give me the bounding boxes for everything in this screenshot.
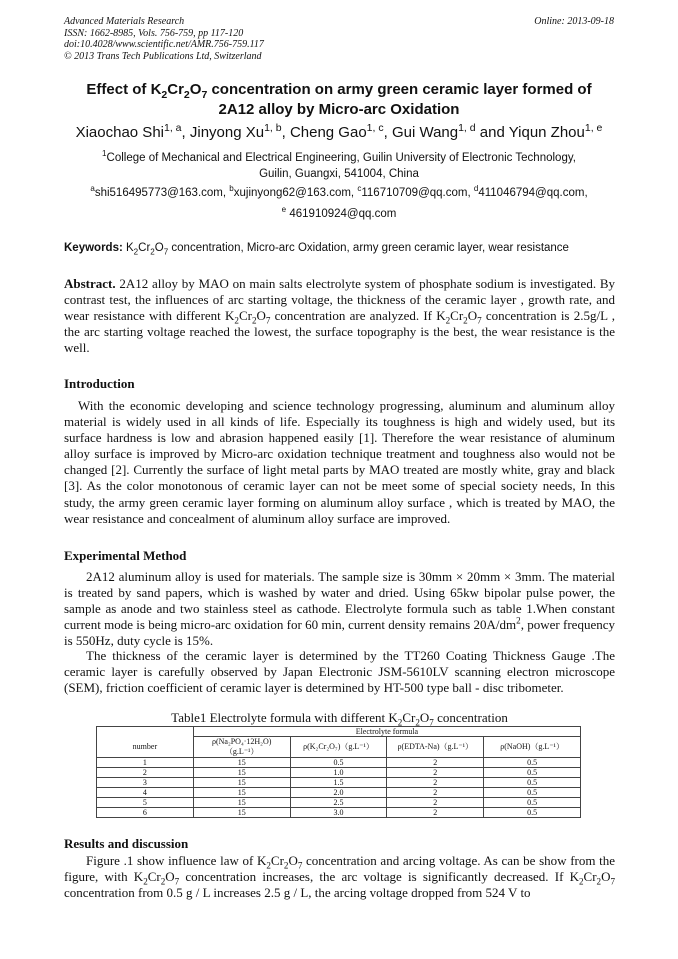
experimental-text-1: 2A12 aluminum alloy is used for materials. The sample size is 30mm × 20mm × 3mm. The material is treated by sand papers, which is washed by water and dried. Using 65kw bipolar pulse power, the sample as anode and two stainless steel as cathode. Electrolyte formula such as table 1.When constant current mode is being micro-arc oxidation for 60 min, current density remains $20A/dm^2$, power frequency is 550Hz, duty cycle is 15%. xyxy=(64,569,615,649)
experimental-text-2: The thickness of the ceramic layer is determined by the TT260 Coating Thickness Gauge .The ceramic layer is carefully observed by Japan Electronic JSM-5610LV scanning electron microscope (SEM), friction coefficient of ceramic layer is determined by HT-500 type ball - disc tribometer. xyxy=(64,648,615,696)
section-heading-experimental: Experimental Method xyxy=(64,548,187,563)
table-row: 6 15 3.0 2 0.5 xyxy=(97,808,581,818)
table-header-k2cr2o7: ρ(K₂Cr₂O₇)（g.L⁻¹） xyxy=(290,737,387,758)
emails: $^a$shi516495773@163.com, $^b$xujinyong62@163.com, $^c$116710709@qq.com, $^d$411046794@qq.com, $^e$ 461910924@qq.com xyxy=(90,184,588,220)
table-row: 1 15 0.5 2 0.5 xyxy=(97,758,581,768)
author: Xiaochao Shi xyxy=(75,124,164,141)
email-e[interactable]: 461910924@qq.com xyxy=(289,208,397,220)
table-group-header: Electrolyte formula xyxy=(193,727,580,737)
results-text: Figure .1 show influence law of $K_2Cr_2O_7$ concentration and arcing voltage. As can be show from the figure, with $K_2Cr_2O_7$ concentration increases, the arc voltage is significantly decreased. If $K_2Cr_2O_7$ concentration from 0.5 g / L increases 2.5 g / L, the arcing voltage dropped from 524 V to xyxy=(64,853,616,901)
table-row: 4 15 2.0 2 0.5 xyxy=(97,788,581,798)
introduction-text: With the economic developing and science technology progressing, aluminum and aluminum alloy material is widely used in all kinds of life. Especially its toughness is high and widely used, but its surface hardness is low and abrasion happened easily [1]. Therefore the wear resistance of aluminum alloy surface is improved by Micro-arc oxidation technique treatment and toughness also would not be changed [2]. Currently the surface of light metal parts by MAO treated are mostly white, gray and black [3]. As the color monotonous of ceramic layer can not be meet some of special society needs, In this study, the army green ceramic layer forming on aluminum alloy surface , which is treated by MAO, the wear resistance and concealment of aluminum alloy surface are improved. xyxy=(64,398,615,526)
section-heading-introduction: Introduction xyxy=(64,376,135,391)
keywords: Keywords: $K_2Cr_2O_7$ concentration, Micro-arc Oxidation, army green ceramic layer, wear resistance xyxy=(64,242,569,257)
table-header-na2po4: ρ(Na₂PO₄·12H₂O) （g.L⁻¹） xyxy=(193,737,290,758)
email-c[interactable]: 116710709@qq.com, xyxy=(361,187,471,199)
author: Gui Wang xyxy=(391,124,459,141)
author: Cheng Gao xyxy=(289,124,367,141)
online-date: Online: 2013-09-18 xyxy=(534,16,614,27)
author: Yiqun Zhou xyxy=(508,124,585,141)
table-header-naoh: ρ(NaOH)（g.L⁻¹） xyxy=(484,737,581,758)
journal-name: Advanced Materials Research xyxy=(64,16,185,27)
journal-header xyxy=(64,16,264,62)
table-row: 2 15 1.0 2 0.5 xyxy=(97,768,581,778)
doi: doi:10.4028/www.scientific.net/AMR.756-759.117 xyxy=(64,39,264,50)
author-list: Xiaochao Shi$^{1, a}$, Jinyong Xu$^{1, b}$, Cheng Gao$^{1, c}$, Gui Wang$^{1, d}$ and Yiqun Zhou$^{1, e}$ xyxy=(75,122,603,141)
table-caption: Table1 Electrolyte formula with different $K_2Cr_2O_7$ concentration xyxy=(171,710,508,728)
email-a[interactable]: shi516495773@163.com, xyxy=(94,187,227,199)
table-row: 3 15 1.5 2 0.5 xyxy=(97,778,581,788)
section-heading-results: Results and discussion xyxy=(64,836,189,851)
author: Jinyong Xu xyxy=(189,124,265,141)
title-line-1: Effect of $K_2Cr_2O_7$ concentration on army green ceramic layer formed of xyxy=(86,81,592,101)
table-header-edta: ρ(EDTA-Na)（g.L⁻¹） xyxy=(387,737,484,758)
paper-title xyxy=(40,80,638,120)
copyright: © 2013 Trans Tech Publications Ltd, Switzerland xyxy=(64,50,262,62)
table-header-number: number xyxy=(97,737,194,758)
title-line-2: 2A12 alloy by Micro-arc Oxidation xyxy=(218,101,460,118)
table-row: 5 15 2.5 2 0.5 xyxy=(97,798,581,808)
abstract: Abstract. 2A12 alloy by MAO on main salts electrolyte system of phosphate sodium is investigated. By contrast test, the influences of arc starting voltage, the thickness of the ceramic layer , growth rate, and wear resistance with different $K_2Cr_2O_7$ concentration are analyzed. If $K_2Cr_2O_7$ concentration is 2.5g/L , the arc starting voltage reached the lowest, the surface topography is the best, the wear resistance is the well. xyxy=(64,276,615,356)
email-b[interactable]: xujinyong62@163.com, xyxy=(233,187,355,199)
affiliation: $^1$College of Mechanical and Electrical Engineering, Guilin University of Electronic Technology, Guilin, Guangxi, 541004, China xyxy=(102,149,576,180)
electrolyte-table xyxy=(96,726,581,818)
issn: ISSN: 1662-8985, Vols. 756-759, pp 117-120 xyxy=(64,27,244,39)
email-d[interactable]: 411046794@qq.com, xyxy=(478,187,588,199)
